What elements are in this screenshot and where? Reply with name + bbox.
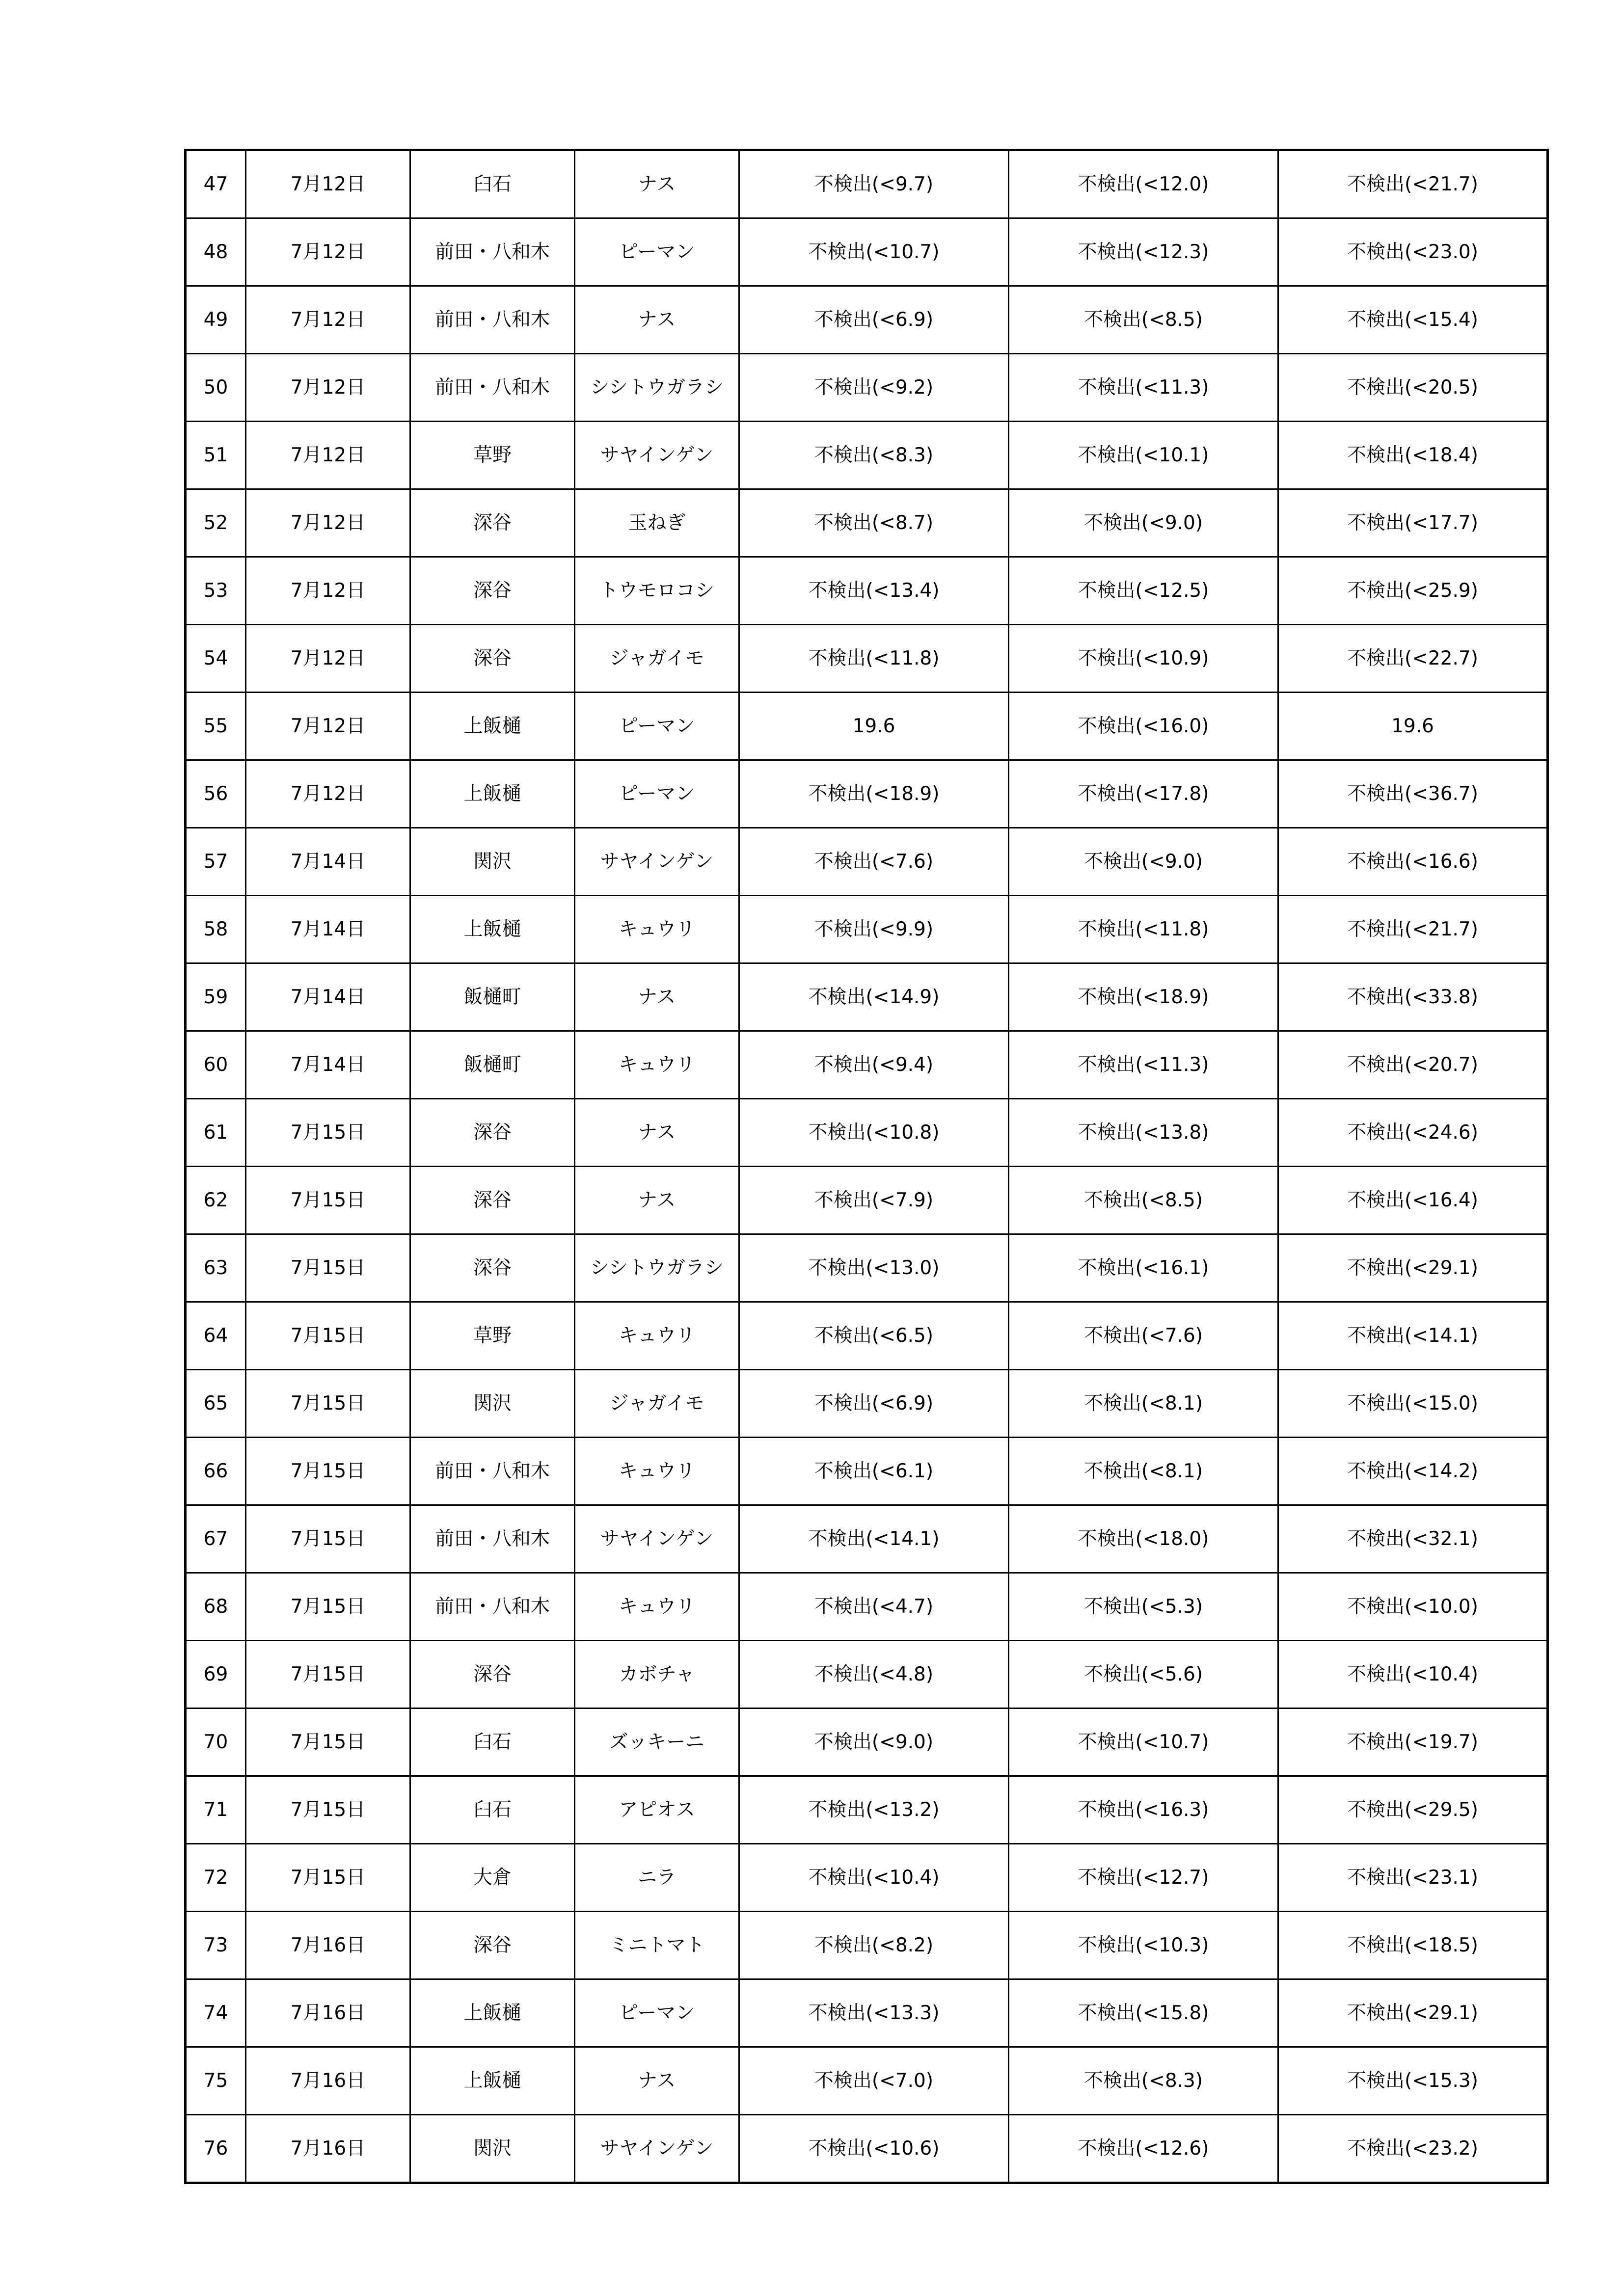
cell-value-2: 不検出(<10.1): [1009, 422, 1278, 489]
cell-number: 74: [186, 1979, 246, 2047]
cell-number: 63: [186, 1234, 246, 1302]
cell-value-3: 不検出(<16.4): [1278, 1167, 1548, 1234]
table-row: [186, 1370, 1548, 1438]
cell-value-2: 不検出(<15.8): [1009, 1979, 1278, 2047]
cell-value-2: 不検出(<12.3): [1009, 218, 1278, 286]
cell-value-3: 不検出(<15.0): [1278, 1370, 1548, 1438]
cell-value-3: 不検出(<20.7): [1278, 1031, 1548, 1099]
cell-value-1: 不検出(<6.9): [739, 286, 1009, 354]
table-row: [186, 354, 1548, 422]
table-row: [186, 218, 1548, 286]
cell-area: 深谷: [410, 1099, 575, 1167]
table-row: [186, 963, 1548, 1031]
table-row: [186, 2115, 1548, 2183]
cell-date: 7月12日: [246, 693, 410, 760]
cell-value-3: 不検出(<36.7): [1278, 760, 1548, 828]
cell-date: 7月15日: [246, 1438, 410, 1505]
cell-date: 7月15日: [246, 1370, 410, 1438]
cell-value-2: 不検出(<7.6): [1009, 1302, 1278, 1370]
cell-area: 飯樋町: [410, 963, 575, 1031]
cell-date: 7月15日: [246, 1776, 410, 1844]
cell-area: 飯樋町: [410, 1031, 575, 1099]
cell-date: 7月12日: [246, 286, 410, 354]
cell-number: 72: [186, 1844, 246, 1912]
cell-value-3: 不検出(<15.4): [1278, 286, 1548, 354]
cell-value-2: 不検出(<10.7): [1009, 1709, 1278, 1776]
cell-value-1: 不検出(<7.0): [739, 2047, 1009, 2115]
cell-date: 7月12日: [246, 625, 410, 693]
cell-value-2: 不検出(<12.7): [1009, 1844, 1278, 1912]
cell-date: 7月16日: [246, 1979, 410, 2047]
cell-value-1: 不検出(<7.6): [739, 828, 1009, 896]
cell-date: 7月15日: [246, 1641, 410, 1709]
cell-area: 関沢: [410, 1370, 575, 1438]
cell-item: カボチャ: [575, 1641, 739, 1709]
cell-value-1: 不検出(<10.8): [739, 1099, 1009, 1167]
cell-value-2: 不検出(<9.0): [1009, 828, 1278, 896]
cell-item: トウモロコシ: [575, 557, 739, 625]
cell-value-1: 不検出(<18.9): [739, 760, 1009, 828]
table-row: [186, 693, 1548, 760]
cell-date: 7月14日: [246, 896, 410, 963]
cell-value-3: 不検出(<10.0): [1278, 1573, 1548, 1641]
cell-item: サヤインゲン: [575, 1505, 739, 1573]
cell-area: 深谷: [410, 625, 575, 693]
cell-value-1: 不検出(<10.6): [739, 2115, 1009, 2183]
table-row: [186, 1709, 1548, 1776]
cell-number: 71: [186, 1776, 246, 1844]
cell-area: 草野: [410, 422, 575, 489]
cell-date: 7月15日: [246, 1167, 410, 1234]
cell-area: 前田・八和木: [410, 1505, 575, 1573]
cell-value-2: 不検出(<5.6): [1009, 1641, 1278, 1709]
table-row: [186, 1099, 1548, 1167]
cell-value-2: 不検出(<8.1): [1009, 1438, 1278, 1505]
cell-value-2: 不検出(<8.1): [1009, 1370, 1278, 1438]
cell-item: キュウリ: [575, 1031, 739, 1099]
table-row: [186, 1438, 1548, 1505]
cell-value-2: 不検出(<16.3): [1009, 1776, 1278, 1844]
table-row: [186, 2047, 1548, 2115]
cell-item: サヤインゲン: [575, 422, 739, 489]
table-row: [186, 1979, 1548, 2047]
cell-number: 57: [186, 828, 246, 896]
cell-area: 臼石: [410, 1776, 575, 1844]
table-row: [186, 896, 1548, 963]
cell-number: 55: [186, 693, 246, 760]
table-row: [186, 1641, 1548, 1709]
table-row: [186, 422, 1548, 489]
cell-number: 47: [186, 150, 246, 218]
cell-value-1: 不検出(<6.5): [739, 1302, 1009, 1370]
cell-value-1: 不検出(<8.7): [739, 489, 1009, 557]
cell-date: 7月15日: [246, 1302, 410, 1370]
cell-value-3: 不検出(<24.6): [1278, 1099, 1548, 1167]
cell-value-2: 不検出(<11.3): [1009, 354, 1278, 422]
table-row: [186, 1776, 1548, 1844]
cell-area: 大倉: [410, 1844, 575, 1912]
cell-value-2: 不検出(<17.8): [1009, 760, 1278, 828]
table-row: [186, 1505, 1548, 1573]
cell-date: 7月15日: [246, 1099, 410, 1167]
cell-area: 臼石: [410, 150, 575, 218]
cell-area: 草野: [410, 1302, 575, 1370]
cell-value-1: 不検出(<8.3): [739, 422, 1009, 489]
cell-value-1: 不検出(<4.7): [739, 1573, 1009, 1641]
cell-number: 76: [186, 2115, 246, 2183]
cell-value-1: 不検出(<7.9): [739, 1167, 1009, 1234]
cell-area: 深谷: [410, 1641, 575, 1709]
cell-number: 53: [186, 557, 246, 625]
cell-item: サヤインゲン: [575, 2115, 739, 2183]
cell-date: 7月12日: [246, 760, 410, 828]
cell-number: 66: [186, 1438, 246, 1505]
cell-item: キュウリ: [575, 896, 739, 963]
cell-number: 62: [186, 1167, 246, 1234]
cell-item: 玉ねぎ: [575, 489, 739, 557]
cell-value-3: 不検出(<18.4): [1278, 422, 1548, 489]
cell-value-1: 不検出(<6.9): [739, 1370, 1009, 1438]
table-row: [186, 625, 1548, 693]
cell-value-2: 不検出(<12.0): [1009, 150, 1278, 218]
cell-value-3: 不検出(<17.7): [1278, 489, 1548, 557]
cell-value-3: 不検出(<21.7): [1278, 896, 1548, 963]
cell-item: ナス: [575, 1099, 739, 1167]
cell-value-1: 不検出(<10.4): [739, 1844, 1009, 1912]
cell-item: シシトウガラシ: [575, 1234, 739, 1302]
cell-item: ピーマン: [575, 693, 739, 760]
cell-value-3: 不検出(<22.7): [1278, 625, 1548, 693]
cell-item: サヤインゲン: [575, 828, 739, 896]
cell-item: ニラ: [575, 1844, 739, 1912]
cell-date: 7月12日: [246, 218, 410, 286]
cell-date: 7月15日: [246, 1234, 410, 1302]
cell-number: 51: [186, 422, 246, 489]
table-row: [186, 286, 1548, 354]
cell-number: 58: [186, 896, 246, 963]
cell-value-3: 不検出(<32.1): [1278, 1505, 1548, 1573]
cell-value-3: 不検出(<14.2): [1278, 1438, 1548, 1505]
cell-value-1: 不検出(<6.1): [739, 1438, 1009, 1505]
cell-date: 7月15日: [246, 1573, 410, 1641]
cell-value-2: 不検出(<8.5): [1009, 286, 1278, 354]
cell-date: 7月14日: [246, 1031, 410, 1099]
cell-area: 深谷: [410, 1167, 575, 1234]
cell-area: 深谷: [410, 557, 575, 625]
cell-value-3: 不検出(<25.9): [1278, 557, 1548, 625]
cell-number: 50: [186, 354, 246, 422]
cell-area: 上飯樋: [410, 2047, 575, 2115]
cell-value-3: 不検出(<18.5): [1278, 1912, 1548, 1979]
cell-item: ピーマン: [575, 1979, 739, 2047]
results-table-body: [186, 150, 1548, 2183]
cell-item: キュウリ: [575, 1438, 739, 1505]
cell-value-3: 19.6: [1278, 693, 1548, 760]
cell-value-1: 不検出(<14.9): [739, 963, 1009, 1031]
cell-value-3: 不検出(<14.1): [1278, 1302, 1548, 1370]
cell-value-1: 不検出(<9.4): [739, 1031, 1009, 1099]
cell-date: 7月12日: [246, 354, 410, 422]
table-row: [186, 1234, 1548, 1302]
cell-value-1: 不検出(<11.8): [739, 625, 1009, 693]
cell-date: 7月16日: [246, 1912, 410, 1979]
cell-value-2: 不検出(<10.3): [1009, 1912, 1278, 1979]
cell-area: 関沢: [410, 2115, 575, 2183]
cell-item: キュウリ: [575, 1302, 739, 1370]
cell-value-2: 不検出(<8.5): [1009, 1167, 1278, 1234]
table-row: [186, 1031, 1548, 1099]
cell-number: 56: [186, 760, 246, 828]
cell-date: 7月12日: [246, 557, 410, 625]
cell-area: 上飯樋: [410, 896, 575, 963]
cell-item: シシトウガラシ: [575, 354, 739, 422]
cell-number: 68: [186, 1573, 246, 1641]
cell-date: 7月14日: [246, 828, 410, 896]
table-row: [186, 489, 1548, 557]
cell-number: 49: [186, 286, 246, 354]
cell-item: ナス: [575, 2047, 739, 2115]
cell-date: 7月15日: [246, 1709, 410, 1776]
table-row: [186, 1302, 1548, 1370]
cell-area: 前田・八和木: [410, 354, 575, 422]
cell-value-2: 不検出(<10.9): [1009, 625, 1278, 693]
cell-item: ピーマン: [575, 218, 739, 286]
cell-item: キュウリ: [575, 1573, 739, 1641]
cell-area: 前田・八和木: [410, 218, 575, 286]
cell-value-2: 不検出(<11.3): [1009, 1031, 1278, 1099]
cell-area: 深谷: [410, 1234, 575, 1302]
cell-date: 7月12日: [246, 150, 410, 218]
cell-value-1: 不検出(<13.3): [739, 1979, 1009, 2047]
cell-value-1: 不検出(<10.7): [739, 218, 1009, 286]
cell-value-2: 不検出(<18.9): [1009, 963, 1278, 1031]
results-table: [184, 149, 1549, 2184]
cell-value-3: 不検出(<15.3): [1278, 2047, 1548, 2115]
cell-area: 関沢: [410, 828, 575, 896]
cell-number: 52: [186, 489, 246, 557]
cell-value-1: 19.6: [739, 693, 1009, 760]
cell-item: ジャガイモ: [575, 1370, 739, 1438]
cell-value-3: 不検出(<33.8): [1278, 963, 1548, 1031]
cell-number: 61: [186, 1099, 246, 1167]
cell-value-3: 不検出(<19.7): [1278, 1709, 1548, 1776]
cell-value-3: 不検出(<23.2): [1278, 2115, 1548, 2183]
cell-value-1: 不検出(<14.1): [739, 1505, 1009, 1573]
cell-value-2: 不検出(<9.0): [1009, 489, 1278, 557]
cell-area: 上飯樋: [410, 693, 575, 760]
table-row: [186, 760, 1548, 828]
cell-number: 64: [186, 1302, 246, 1370]
cell-area: 前田・八和木: [410, 1438, 575, 1505]
cell-item: ナス: [575, 150, 739, 218]
cell-number: 69: [186, 1641, 246, 1709]
cell-area: 上飯樋: [410, 760, 575, 828]
cell-value-1: 不検出(<4.8): [739, 1641, 1009, 1709]
cell-date: 7月16日: [246, 2047, 410, 2115]
cell-value-1: 不検出(<9.2): [739, 354, 1009, 422]
cell-value-2: 不検出(<16.0): [1009, 693, 1278, 760]
cell-number: 48: [186, 218, 246, 286]
cell-value-2: 不検出(<12.5): [1009, 557, 1278, 625]
cell-value-1: 不検出(<13.0): [739, 1234, 1009, 1302]
cell-number: 73: [186, 1912, 246, 1979]
cell-value-2: 不検出(<8.3): [1009, 2047, 1278, 2115]
cell-area: 前田・八和木: [410, 286, 575, 354]
table-row: [186, 1573, 1548, 1641]
cell-number: 70: [186, 1709, 246, 1776]
cell-item: ピーマン: [575, 760, 739, 828]
cell-value-1: 不検出(<13.2): [739, 1776, 1009, 1844]
cell-area: 深谷: [410, 1912, 575, 1979]
cell-value-1: 不検出(<8.2): [739, 1912, 1009, 1979]
cell-value-3: 不検出(<29.1): [1278, 1979, 1548, 2047]
cell-item: ナス: [575, 1167, 739, 1234]
cell-value-3: 不検出(<20.5): [1278, 354, 1548, 422]
cell-number: 67: [186, 1505, 246, 1573]
cell-number: 75: [186, 2047, 246, 2115]
cell-number: 54: [186, 625, 246, 693]
cell-date: 7月15日: [246, 1844, 410, 1912]
table-row: [186, 1912, 1548, 1979]
cell-number: 59: [186, 963, 246, 1031]
cell-value-3: 不検出(<29.1): [1278, 1234, 1548, 1302]
cell-item: ナス: [575, 963, 739, 1031]
table-row: [186, 150, 1548, 218]
cell-value-2: 不検出(<5.3): [1009, 1573, 1278, 1641]
cell-number: 60: [186, 1031, 246, 1099]
cell-item: ナス: [575, 286, 739, 354]
cell-item: ズッキーニ: [575, 1709, 739, 1776]
table-row: [186, 1844, 1548, 1912]
table-row: [186, 1167, 1548, 1234]
cell-value-2: 不検出(<16.1): [1009, 1234, 1278, 1302]
table-row: [186, 828, 1548, 896]
cell-value-1: 不検出(<9.0): [739, 1709, 1009, 1776]
cell-value-3: 不検出(<23.0): [1278, 218, 1548, 286]
cell-value-1: 不検出(<13.4): [739, 557, 1009, 625]
cell-value-2: 不検出(<11.8): [1009, 896, 1278, 963]
cell-area: 深谷: [410, 489, 575, 557]
cell-value-3: 不検出(<23.1): [1278, 1844, 1548, 1912]
cell-area: 臼石: [410, 1709, 575, 1776]
cell-date: 7月15日: [246, 1505, 410, 1573]
cell-date: 7月16日: [246, 2115, 410, 2183]
cell-value-1: 不検出(<9.7): [739, 150, 1009, 218]
cell-area: 前田・八和木: [410, 1573, 575, 1641]
cell-date: 7月12日: [246, 489, 410, 557]
cell-value-2: 不検出(<12.6): [1009, 2115, 1278, 2183]
cell-item: ジャガイモ: [575, 625, 739, 693]
table-row: [186, 557, 1548, 625]
cell-number: 65: [186, 1370, 246, 1438]
cell-value-3: 不検出(<29.5): [1278, 1776, 1548, 1844]
cell-area: 上飯樋: [410, 1979, 575, 2047]
cell-value-1: 不検出(<9.9): [739, 896, 1009, 963]
cell-value-3: 不検出(<16.6): [1278, 828, 1548, 896]
cell-value-3: 不検出(<10.4): [1278, 1641, 1548, 1709]
cell-date: 7月12日: [246, 422, 410, 489]
cell-date: 7月14日: [246, 963, 410, 1031]
cell-value-3: 不検出(<21.7): [1278, 150, 1548, 218]
cell-value-2: 不検出(<18.0): [1009, 1505, 1278, 1573]
cell-item: アピオス: [575, 1776, 739, 1844]
cell-item: ミニトマト: [575, 1912, 739, 1979]
cell-value-2: 不検出(<13.8): [1009, 1099, 1278, 1167]
